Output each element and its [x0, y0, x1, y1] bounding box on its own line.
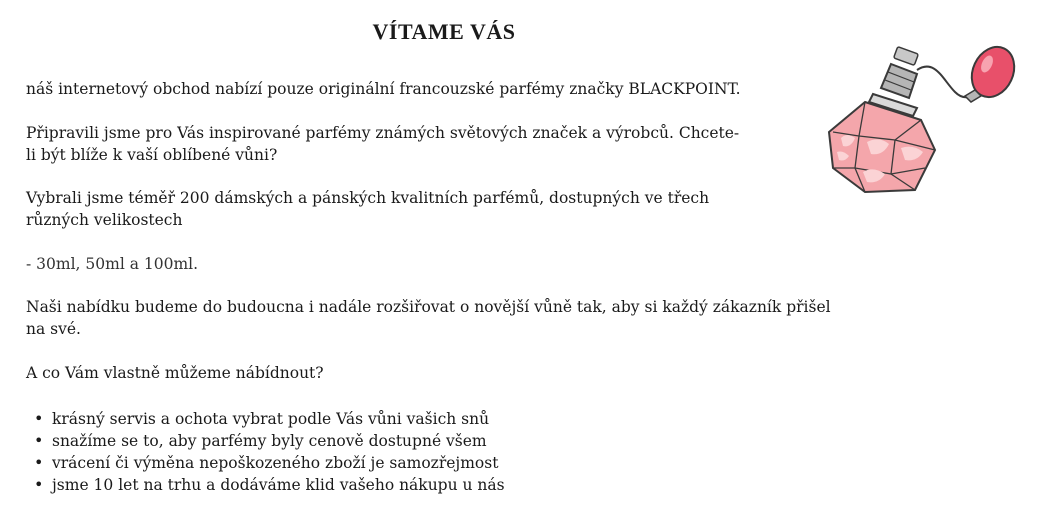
- intro-paragraph: náš internetový obchod nabízí pouze originální francouzské parfémy značky BLACKPOINT.: [26, 80, 741, 98]
- list-item: • vrácení či výměna nepoškozeného zboží je samozřejmost: [26, 452, 836, 474]
- benefits-list: [26, 408, 836, 496]
- list-item: • snažíme se to, aby parfémy byly cenově dostupné všem: [26, 430, 836, 452]
- perfume-bottle-icon: [825, 40, 1025, 200]
- list-item: • krásný servis a ochota vybrat podle Vás vůni vašich snů: [26, 408, 836, 430]
- selection-paragraph: Vybrali jsme téměř 200 dámských a pánských kvalitních parfémů, dostupných ve třech různých velikostech: [26, 189, 710, 229]
- offer-question: A co Vám vlastně můžeme nábídnout?: [26, 364, 324, 382]
- inspired-paragraph: Připravili jsme pro Vás inspirované parfémy známých světových značek a výrobců. Chcete-li být blíže k vaší oblíbené vůni?: [26, 124, 740, 164]
- list-item: • jsme 10 let na trhu a dodáváme klid vašeho nákupu u nás: [26, 474, 836, 496]
- expansion-paragraph: Naši nabídku budeme do budoucna i nadále rozšiřovat o novější vůně tak, aby si každý zákazník přišel na své.: [26, 298, 831, 338]
- page-title: VÍTAME VÁS: [372, 19, 516, 44]
- sizes-paragraph: - 30ml, 50ml a 100ml.: [26, 255, 199, 273]
- welcome-content: [26, 78, 836, 496]
